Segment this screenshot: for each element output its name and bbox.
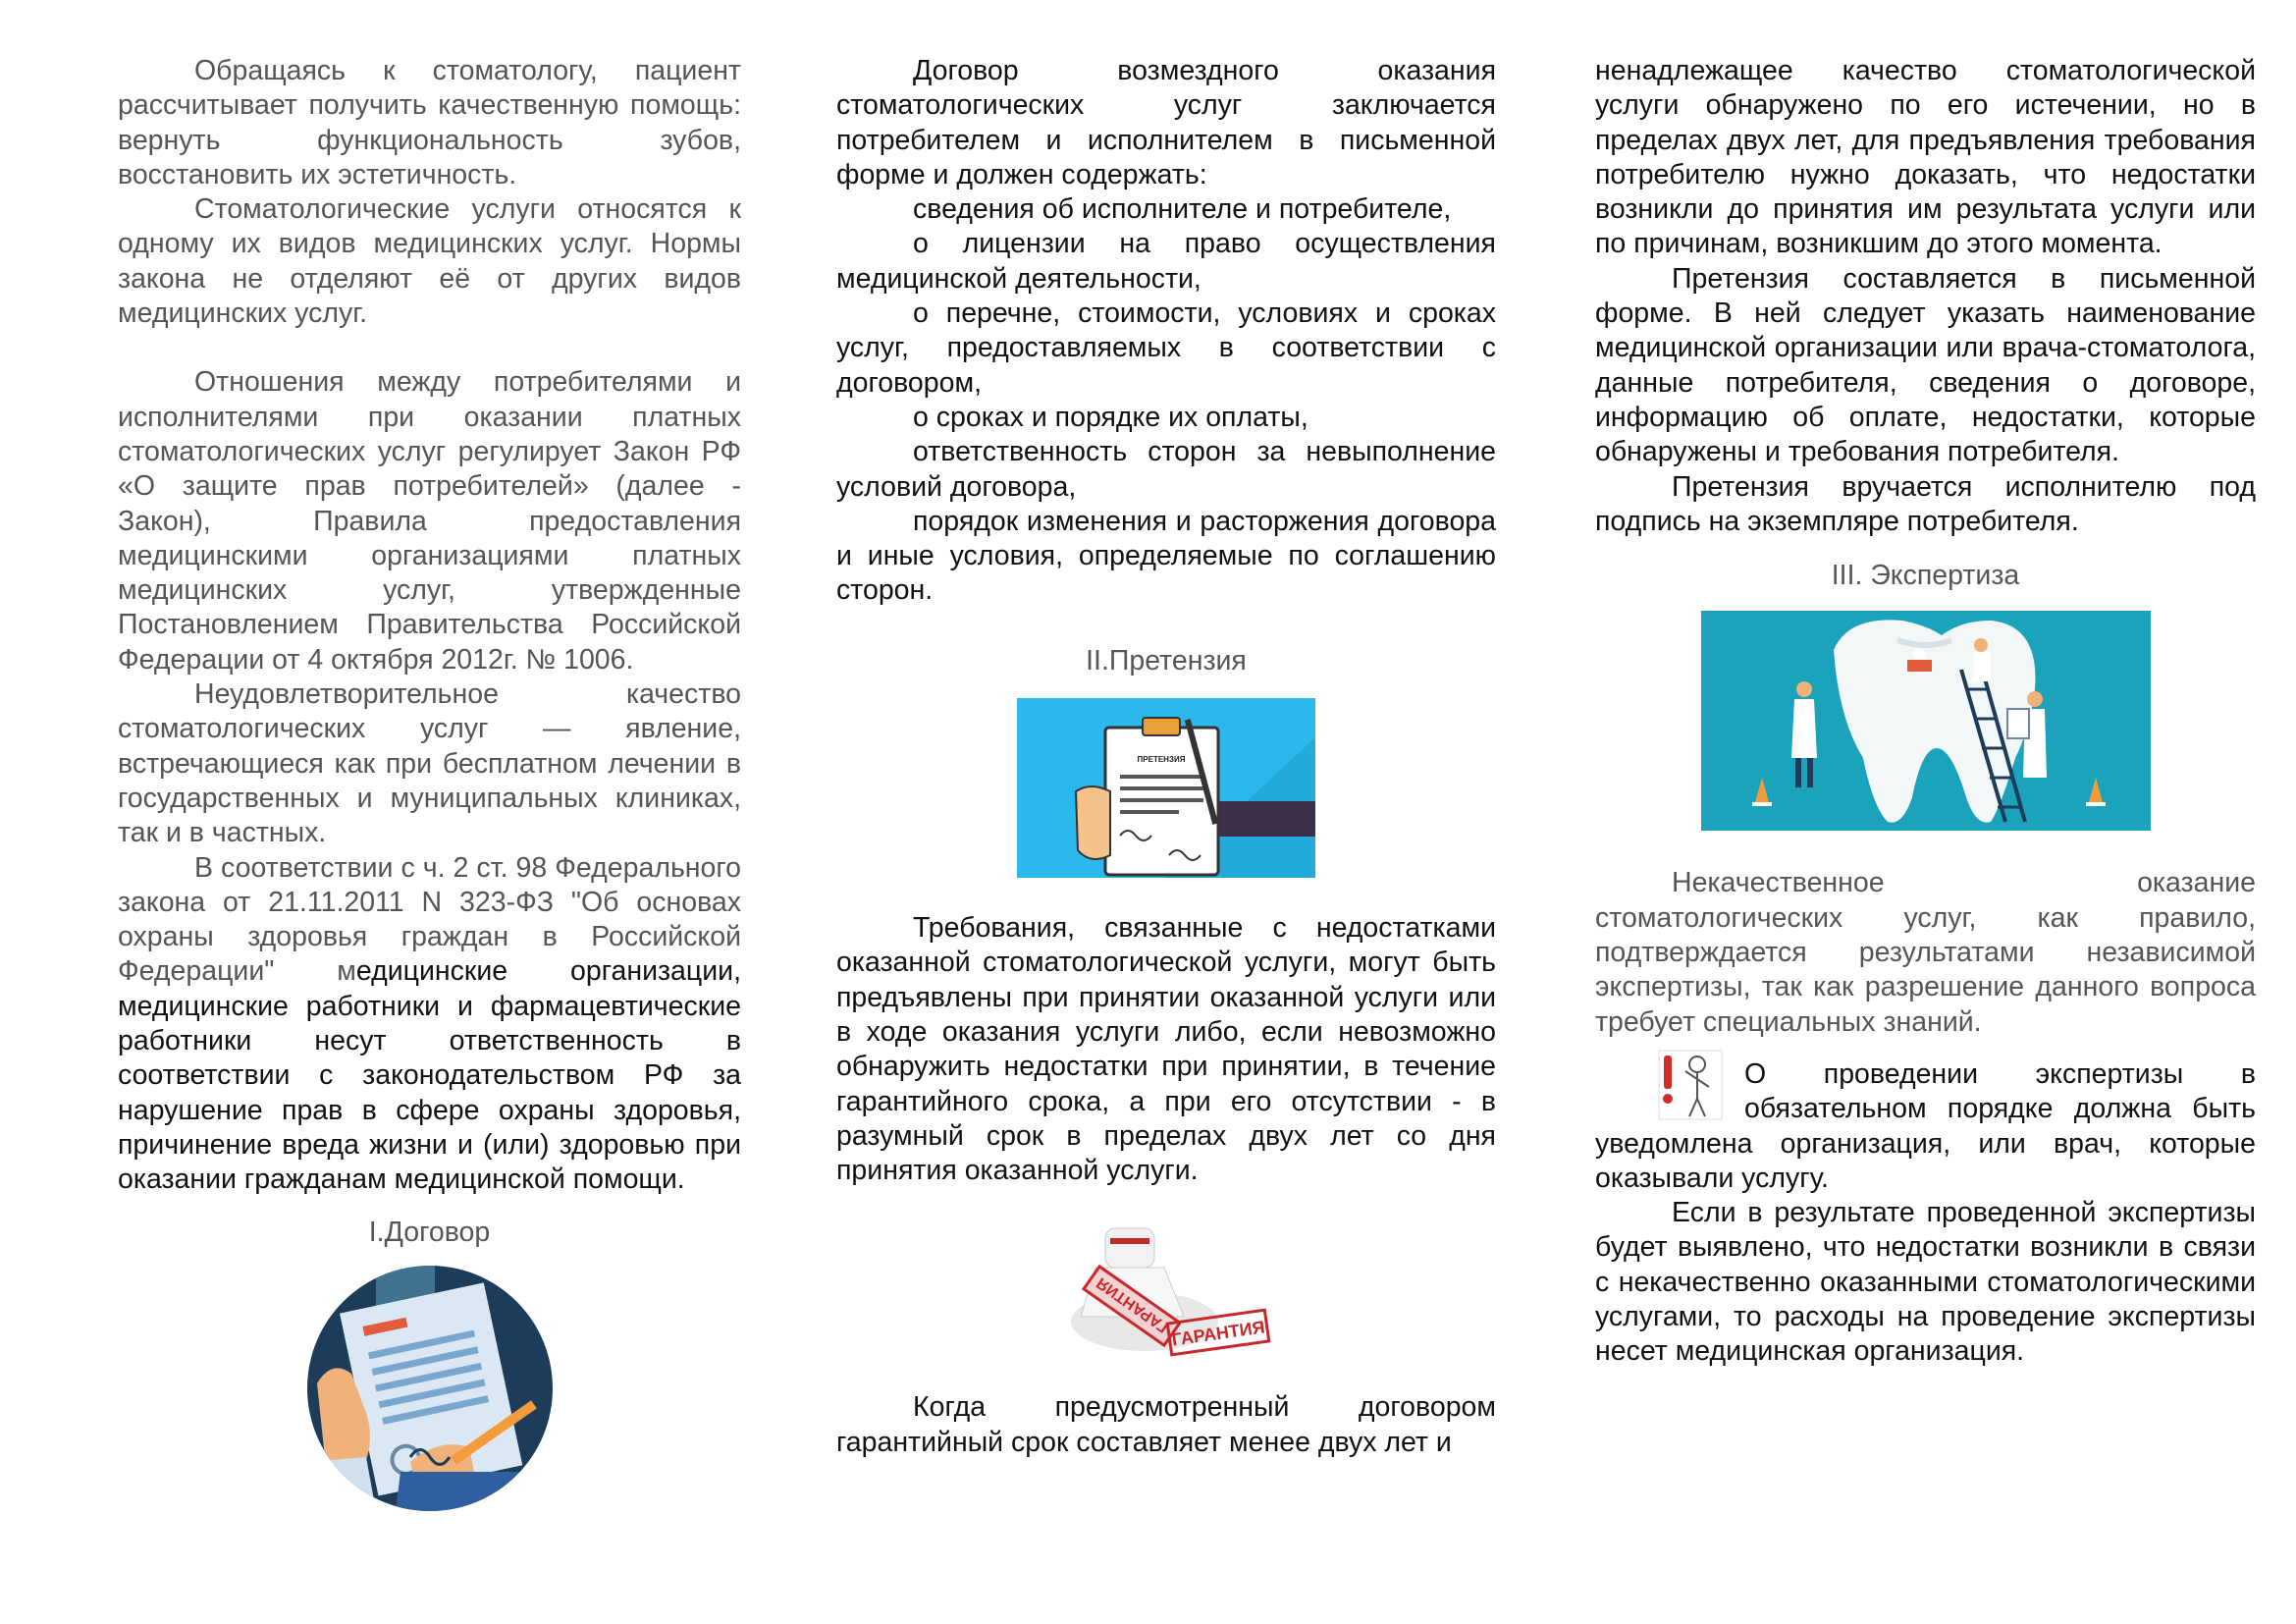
stamp-text: ГАРАНТИЯ bbox=[1170, 1317, 1266, 1350]
contract-item: ответственность сторон за невыполнение условий договора, bbox=[836, 436, 1496, 503]
contract-signing-illustration bbox=[118, 1266, 741, 1511]
paragraph-expertise-costs: Если в результате проведенной экспертизы будет выявлено, что недостатки возникли в связи с некачественно оказанными стоматологическими услугами, то расходы на проведение экспертизы несет медицинская организация. bbox=[1595, 1197, 2256, 1368]
paragraph-poor-service-expertise: Некачественное оказание стоматологических услуг, как правило, подтверждается результатами независимой экспертизы, так как разрешение данного вопроса требует специальных знаний. bbox=[1595, 867, 2256, 1038]
contract-item: о перечне, стоимости, условиях и сроках услуг, предоставляемых в соответствии с договором, bbox=[836, 298, 1496, 399]
claim-document-illustration bbox=[836, 698, 1496, 878]
paragraph-claim-delivery: Претензия вручается исполнителю под подпись на экземпляре потребителя. bbox=[1595, 470, 2256, 537]
paragraph-dental-services: Стоматологические услуги относятся к одному их видов медицинских услуг. Нормы закона не отделяют её от других видов медицинских услуг. bbox=[118, 193, 741, 330]
contract-item: порядок изменения и расторжения договора и иные условия, определяемые по соглашению сторон. bbox=[836, 505, 1496, 607]
section-heading-claim: II.Претензия bbox=[1086, 644, 1247, 677]
claim-image-label: ПРЕТЕНЗИЯ bbox=[1137, 755, 1186, 765]
paragraph-legislation: Отношения между потребителями и исполнителями при оказании платных стоматологических услуг регулирует Закон РФ «О защите прав потребителей» (далее - Закон), Правила предоставления медицинскими организациями платных медицинских услуг, утвержденные Постановлением Правительства Российской Федерации от 4 октября 2012г. № 1006. bbox=[118, 366, 741, 676]
paragraph-warranty-continued: ненадлежащее качество стоматологической услуги обнаружено по его истечении, но в пределах двух лет, для предъявления требования потребителю нужно доказать, что недостатки возникли до принятия им результата услуги или по причинам, возникшим до этого момента. bbox=[1595, 55, 2256, 260]
contract-item: о сроках и порядке их оплаты, bbox=[913, 401, 1308, 433]
warranty-stamp-illustration bbox=[836, 1223, 1496, 1361]
expertise-notice-text: О проведении экспертизы в обязательном порядке должна быть уведомлена организация, или врач, которые оказывали услугу. bbox=[1595, 1057, 2256, 1194]
column-left bbox=[118, 54, 741, 1511]
section-heading-expertise: III. Экспертиза bbox=[1831, 560, 2020, 592]
paragraph-poor-quality: Неудовлетворительное качество стоматологических услуг — явление, встречающиеся как при бесплатном лечении в государственных и муниципальных клиниках, так и в частных. bbox=[118, 678, 741, 849]
paragraph-claim-form: Претензия составляется в письменной форме. В ней следует указать наименование медицинской организации или врача-стоматолога, данные потребителя, сведения о договоре, информацию об оплате, недостатки, которые обнаружены и требования потребителя. bbox=[1595, 262, 2256, 468]
column-right bbox=[1595, 54, 2256, 1370]
paragraph-expertise-notice bbox=[1595, 1057, 2256, 1196]
paragraph-contract-intro: Договор возмездного оказания стоматологических услуг заключается потребителем и исполнителем в письменной форме и должен содержать: bbox=[836, 55, 1496, 190]
section-heading-contract: I.Договор bbox=[368, 1216, 491, 1248]
dental-expertise-illustration bbox=[1595, 611, 2256, 831]
paragraph-federal-law bbox=[118, 851, 741, 1198]
exclamation-icon bbox=[1658, 1050, 1723, 1120]
federal-law-text-gray: В соответствии с ч. 2 ст. 98 Федерального закона от 21.11.2011 N 323-ФЗ "Об основах охраны здоровья граждан в Российской Федерации" м bbox=[118, 851, 741, 988]
federal-law-text-dark: едицинские организации, медицинские работники и фармацевтические работники несут ответственность в соответствии с законодательством РФ за нарушение прав в сфере охраны здоровья, причинение вреда жизни и (или) здоровью при оказании гражданам медицинской помощи. bbox=[118, 955, 741, 1196]
column-middle bbox=[836, 54, 1496, 1460]
stamp-mirrored-text: ГАРАНТИЯ bbox=[1093, 1273, 1171, 1336]
paragraph-intro: Обращаясь к стоматологу, пациент рассчитывает получить качественную помощь: вернуть функциональность зубов, восстановить их эстетичность. bbox=[118, 55, 741, 190]
contract-item: сведения об исполнителе и потребителе, bbox=[913, 193, 1452, 226]
paragraph-requirements: Требования, связанные с недостатками оказанной стоматологической услуги, могут быть предъявлены при принятии оказанной услуги или в ходе оказания услуги либо, если невозможно обнаружить недостатки при принятии, в течение гарантийного срока, а при его отсутствии - в разумный срок в пределах двух лет со дня принятия оказанной услуги. bbox=[836, 912, 1496, 1187]
contract-item: о лицензии на право осуществления медицинской деятельности, bbox=[836, 228, 1496, 295]
paragraph-warranty: Когда предусмотренный договором гарантийный срок составляет менее двух лет и bbox=[836, 1391, 1496, 1458]
